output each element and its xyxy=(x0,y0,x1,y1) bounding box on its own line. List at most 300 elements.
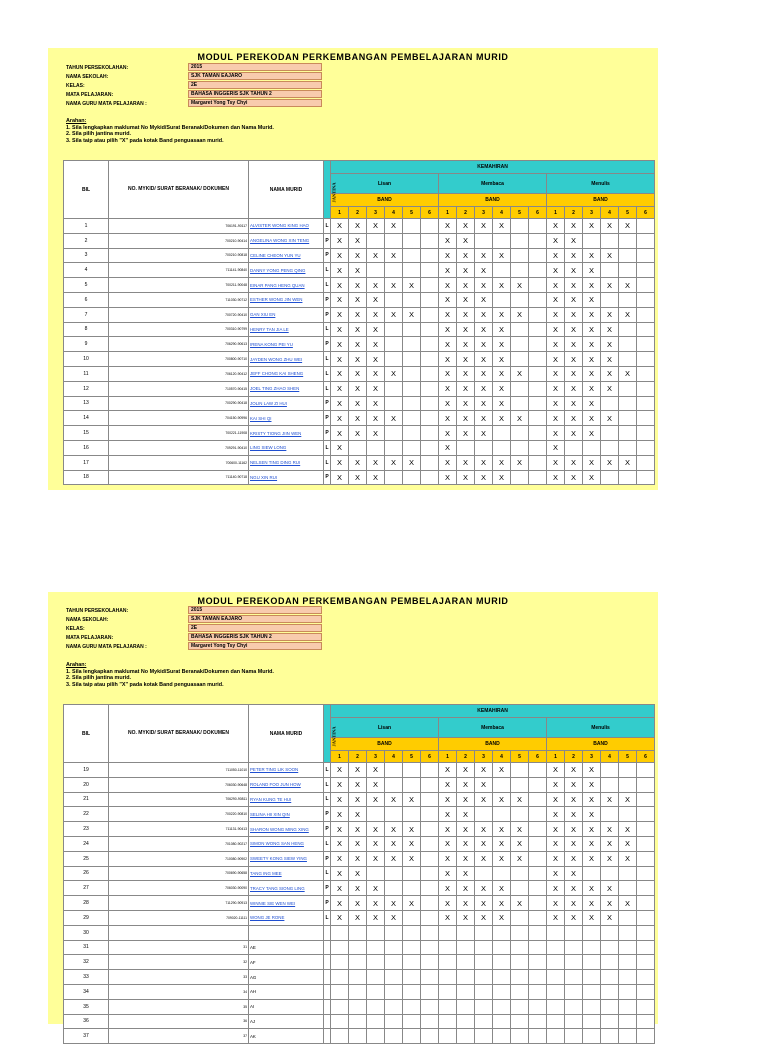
row-jantina[interactable]: P xyxy=(324,292,331,307)
band-cell-menulis[interactable] xyxy=(619,807,637,822)
band-cell-membaca[interactable]: X xyxy=(439,263,457,278)
band-cell-membaca[interactable] xyxy=(493,955,511,970)
band-cell-lisan[interactable] xyxy=(421,1029,439,1044)
band-cell-menulis[interactable] xyxy=(637,866,655,881)
band-cell-membaca[interactable]: X xyxy=(511,896,529,911)
band-cell-membaca[interactable] xyxy=(475,233,493,248)
band-cell-membaca[interactable]: X xyxy=(439,440,457,455)
row-nomykid[interactable]: 709020-11111 xyxy=(109,910,249,925)
band-cell-menulis[interactable]: X xyxy=(601,352,619,367)
band-cell-lisan[interactable] xyxy=(385,396,403,411)
row-nomykid[interactable]: 706030-90090 xyxy=(109,881,249,896)
band-cell-lisan[interactable] xyxy=(421,278,439,293)
band-cell-lisan[interactable]: X xyxy=(331,910,349,925)
band-cell-menulis[interactable]: X xyxy=(601,792,619,807)
band-cell-menulis[interactable]: X xyxy=(601,896,619,911)
band-cell-membaca[interactable]: X xyxy=(457,337,475,352)
band-cell-menulis[interactable] xyxy=(619,470,637,485)
band-cell-menulis[interactable]: X xyxy=(565,263,583,278)
band-cell-membaca[interactable]: X xyxy=(457,851,475,866)
band-cell-menulis[interactable] xyxy=(583,955,601,970)
band-cell-membaca[interactable] xyxy=(529,881,547,896)
row-nomykid[interactable]: 34 xyxy=(109,984,249,999)
band-cell-membaca[interactable]: X xyxy=(475,381,493,396)
band-cell-menulis[interactable] xyxy=(637,322,655,337)
band-cell-menulis[interactable]: X xyxy=(583,792,601,807)
band-cell-lisan[interactable]: X xyxy=(367,322,385,337)
band-cell-lisan[interactable]: X xyxy=(349,248,367,263)
row-jantina[interactable] xyxy=(324,940,331,955)
band-cell-menulis[interactable] xyxy=(583,940,601,955)
band-cell-membaca[interactable]: X xyxy=(439,396,457,411)
band-cell-lisan[interactable]: X xyxy=(349,792,367,807)
band-cell-menulis[interactable] xyxy=(637,352,655,367)
row-jantina[interactable]: L xyxy=(324,910,331,925)
band-cell-menulis[interactable] xyxy=(637,836,655,851)
band-cell-menulis[interactable] xyxy=(637,910,655,925)
band-cell-menulis[interactable] xyxy=(637,999,655,1014)
band-cell-menulis[interactable] xyxy=(601,470,619,485)
band-cell-lisan[interactable] xyxy=(331,970,349,985)
band-cell-menulis[interactable]: X xyxy=(547,807,565,822)
row-nomykid[interactable]: 710570-90415 xyxy=(109,381,249,396)
band-cell-lisan[interactable] xyxy=(403,940,421,955)
band-cell-membaca[interactable] xyxy=(511,807,529,822)
band-cell-lisan[interactable] xyxy=(385,440,403,455)
band-cell-lisan[interactable] xyxy=(421,925,439,940)
band-cell-membaca[interactable]: X xyxy=(439,792,457,807)
band-cell-menulis[interactable] xyxy=(547,955,565,970)
band-cell-menulis[interactable]: X xyxy=(583,263,601,278)
band-cell-lisan[interactable]: X xyxy=(403,836,421,851)
band-cell-menulis[interactable]: X xyxy=(565,470,583,485)
band-cell-menulis[interactable] xyxy=(619,1029,637,1044)
band-cell-menulis[interactable]: X xyxy=(583,910,601,925)
band-cell-lisan[interactable]: X xyxy=(349,881,367,896)
row-nomykid[interactable]: 700220-90810 xyxy=(109,807,249,822)
row-nomykid[interactable]: 706030-90648 xyxy=(109,777,249,792)
band-cell-lisan[interactable] xyxy=(421,411,439,426)
band-cell-lisan[interactable] xyxy=(385,381,403,396)
band-cell-membaca[interactable] xyxy=(529,440,547,455)
row-jantina[interactable] xyxy=(324,1029,331,1044)
row-nomykid[interactable]: 700210-90818 xyxy=(109,248,249,263)
band-cell-membaca[interactable]: X xyxy=(511,822,529,837)
band-cell-lisan[interactable] xyxy=(421,940,439,955)
band-cell-menulis[interactable]: X xyxy=(565,910,583,925)
band-cell-lisan[interactable] xyxy=(403,881,421,896)
band-cell-membaca[interactable]: X xyxy=(439,366,457,381)
band-cell-menulis[interactable]: X xyxy=(583,851,601,866)
band-cell-menulis[interactable] xyxy=(619,970,637,985)
band-cell-lisan[interactable] xyxy=(403,910,421,925)
row-jantina[interactable]: P xyxy=(324,881,331,896)
band-cell-menulis[interactable] xyxy=(601,999,619,1014)
band-cell-membaca[interactable]: X xyxy=(475,396,493,411)
band-cell-lisan[interactable]: X xyxy=(349,278,367,293)
band-cell-menulis[interactable]: X xyxy=(565,322,583,337)
band-cell-menulis[interactable] xyxy=(601,940,619,955)
row-student-name[interactable]: WONG JE RONE xyxy=(249,910,324,925)
band-cell-membaca[interactable]: X xyxy=(439,777,457,792)
band-cell-menulis[interactable]: X xyxy=(583,455,601,470)
row-jantina[interactable]: P xyxy=(324,248,331,263)
band-cell-lisan[interactable] xyxy=(421,366,439,381)
band-cell-membaca[interactable] xyxy=(529,777,547,792)
band-cell-menulis[interactable]: X xyxy=(547,851,565,866)
band-cell-menulis[interactable]: X xyxy=(583,352,601,367)
band-cell-menulis[interactable]: X xyxy=(565,455,583,470)
info-value-subject[interactable]: BAHASA INGGERIS SJK TAHUN 2 xyxy=(188,90,322,98)
band-cell-lisan[interactable]: X xyxy=(385,896,403,911)
row-jantina[interactable]: P xyxy=(324,896,331,911)
band-cell-menulis[interactable] xyxy=(565,955,583,970)
band-cell-menulis[interactable] xyxy=(565,999,583,1014)
band-cell-membaca[interactable]: X xyxy=(439,807,457,822)
band-cell-menulis[interactable] xyxy=(619,999,637,1014)
band-cell-lisan[interactable]: X xyxy=(367,381,385,396)
band-cell-membaca[interactable]: X xyxy=(511,278,529,293)
band-cell-lisan[interactable] xyxy=(403,925,421,940)
band-cell-membaca[interactable] xyxy=(439,970,457,985)
row-student-name[interactable]: KRISTY TIONG JIIN WEN xyxy=(249,426,324,441)
band-cell-lisan[interactable]: X xyxy=(367,337,385,352)
band-cell-membaca[interactable]: X xyxy=(457,248,475,263)
band-cell-menulis[interactable]: X xyxy=(547,278,565,293)
band-cell-membaca[interactable] xyxy=(529,337,547,352)
band-cell-menulis[interactable]: X xyxy=(547,411,565,426)
row-student-name[interactable] xyxy=(249,925,324,940)
band-cell-menulis[interactable] xyxy=(601,292,619,307)
band-cell-membaca[interactable] xyxy=(511,910,529,925)
band-cell-lisan[interactable] xyxy=(421,866,439,881)
row-jantina[interactable]: P xyxy=(324,337,331,352)
band-cell-lisan[interactable] xyxy=(421,470,439,485)
row-jantina[interactable]: L xyxy=(324,219,331,234)
band-cell-lisan[interactable]: X xyxy=(331,807,349,822)
band-cell-lisan[interactable]: X xyxy=(385,219,403,234)
band-cell-menulis[interactable] xyxy=(547,1014,565,1029)
band-cell-menulis[interactable]: X xyxy=(565,219,583,234)
band-cell-membaca[interactable]: X xyxy=(475,352,493,367)
band-cell-menulis[interactable]: X xyxy=(565,896,583,911)
row-nomykid[interactable]: 37 xyxy=(109,1029,249,1044)
band-cell-lisan[interactable] xyxy=(385,999,403,1014)
band-cell-lisan[interactable]: X xyxy=(331,248,349,263)
band-cell-lisan[interactable] xyxy=(421,836,439,851)
band-cell-lisan[interactable]: X xyxy=(349,763,367,778)
band-cell-membaca[interactable]: X xyxy=(439,411,457,426)
band-cell-menulis[interactable]: X xyxy=(547,337,565,352)
band-cell-menulis[interactable]: X xyxy=(583,896,601,911)
band-cell-membaca[interactable] xyxy=(511,396,529,411)
row-student-name[interactable]: JEFF CHONG KAI SHENG xyxy=(249,366,324,381)
band-cell-menulis[interactable] xyxy=(637,381,655,396)
band-cell-membaca[interactable] xyxy=(529,792,547,807)
row-nomykid[interactable]: 701080-90217 xyxy=(109,836,249,851)
band-cell-membaca[interactable] xyxy=(529,278,547,293)
band-cell-menulis[interactable] xyxy=(601,807,619,822)
band-cell-membaca[interactable]: X xyxy=(457,470,475,485)
row-jantina[interactable] xyxy=(324,955,331,970)
band-cell-lisan[interactable] xyxy=(421,219,439,234)
band-cell-lisan[interactable]: X xyxy=(367,896,385,911)
band-cell-lisan[interactable]: X xyxy=(367,822,385,837)
band-cell-menulis[interactable] xyxy=(619,984,637,999)
band-cell-menulis[interactable] xyxy=(601,396,619,411)
band-cell-membaca[interactable] xyxy=(511,322,529,337)
band-cell-lisan[interactable] xyxy=(421,970,439,985)
band-cell-membaca[interactable] xyxy=(493,807,511,822)
band-cell-lisan[interactable]: X xyxy=(349,455,367,470)
band-cell-membaca[interactable]: X xyxy=(475,219,493,234)
band-cell-lisan[interactable] xyxy=(385,777,403,792)
band-cell-membaca[interactable]: X xyxy=(475,881,493,896)
band-cell-membaca[interactable]: X xyxy=(511,307,529,322)
band-cell-lisan[interactable]: X xyxy=(367,278,385,293)
band-cell-membaca[interactable] xyxy=(439,1014,457,1029)
band-cell-menulis[interactable]: X xyxy=(565,381,583,396)
band-cell-lisan[interactable]: X xyxy=(331,366,349,381)
band-cell-membaca[interactable]: X xyxy=(511,792,529,807)
row-jantina[interactable]: L xyxy=(324,263,331,278)
band-cell-membaca[interactable] xyxy=(439,955,457,970)
band-cell-menulis[interactable] xyxy=(637,426,655,441)
band-cell-lisan[interactable]: X xyxy=(385,836,403,851)
band-cell-lisan[interactable]: X xyxy=(349,777,367,792)
band-cell-lisan[interactable]: X xyxy=(349,807,367,822)
band-cell-lisan[interactable] xyxy=(421,910,439,925)
row-student-name[interactable]: AF xyxy=(249,955,324,970)
band-cell-menulis[interactable]: X xyxy=(547,896,565,911)
band-cell-lisan[interactable] xyxy=(403,263,421,278)
band-cell-lisan[interactable] xyxy=(403,807,421,822)
band-cell-membaca[interactable]: X xyxy=(475,426,493,441)
row-jantina[interactable] xyxy=(324,1014,331,1029)
band-cell-lisan[interactable] xyxy=(331,984,349,999)
band-cell-membaca[interactable]: X xyxy=(457,455,475,470)
row-student-name[interactable]: JOEL TING ZHAO SHEN xyxy=(249,381,324,396)
row-student-name[interactable]: ANGELINA WONG XIN TENG xyxy=(249,233,324,248)
info-value-year[interactable]: 2015 xyxy=(188,606,322,614)
band-cell-menulis[interactable] xyxy=(619,381,637,396)
band-cell-lisan[interactable] xyxy=(367,940,385,955)
band-cell-lisan[interactable]: X xyxy=(331,763,349,778)
row-student-name[interactable]: CELINE CHEON YUN YU xyxy=(249,248,324,263)
band-cell-membaca[interactable] xyxy=(511,337,529,352)
row-nomykid[interactable]: 700221-11908 xyxy=(109,426,249,441)
band-cell-membaca[interactable]: X xyxy=(457,763,475,778)
band-cell-lisan[interactable] xyxy=(349,999,367,1014)
row-jantina[interactable] xyxy=(324,984,331,999)
band-cell-membaca[interactable]: X xyxy=(493,248,511,263)
band-cell-membaca[interactable] xyxy=(493,263,511,278)
band-cell-lisan[interactable]: X xyxy=(349,219,367,234)
band-cell-membaca[interactable] xyxy=(529,352,547,367)
band-cell-membaca[interactable] xyxy=(529,955,547,970)
row-nomykid[interactable]: 711290-90913 xyxy=(109,896,249,911)
row-student-name[interactable]: AK xyxy=(249,1029,324,1044)
band-cell-membaca[interactable] xyxy=(457,999,475,1014)
band-cell-menulis[interactable]: X xyxy=(547,866,565,881)
band-cell-lisan[interactable] xyxy=(421,984,439,999)
band-cell-lisan[interactable] xyxy=(403,292,421,307)
band-cell-membaca[interactable] xyxy=(529,910,547,925)
band-cell-membaca[interactable]: X xyxy=(493,763,511,778)
band-cell-menulis[interactable] xyxy=(637,881,655,896)
band-cell-lisan[interactable] xyxy=(403,396,421,411)
band-cell-menulis[interactable]: X xyxy=(565,866,583,881)
band-cell-menulis[interactable] xyxy=(637,455,655,470)
row-nomykid[interactable] xyxy=(109,925,249,940)
band-cell-menulis[interactable] xyxy=(601,263,619,278)
band-cell-menulis[interactable]: X xyxy=(565,307,583,322)
band-cell-menulis[interactable] xyxy=(565,1014,583,1029)
band-cell-lisan[interactable]: X xyxy=(403,455,421,470)
band-cell-lisan[interactable]: X xyxy=(349,337,367,352)
band-cell-menulis[interactable]: X xyxy=(547,233,565,248)
band-cell-menulis[interactable] xyxy=(619,426,637,441)
row-student-name[interactable]: NGU XIN RUI xyxy=(249,470,324,485)
band-cell-menulis[interactable] xyxy=(637,792,655,807)
band-cell-menulis[interactable] xyxy=(547,984,565,999)
band-cell-lisan[interactable]: X xyxy=(331,851,349,866)
row-student-name[interactable]: JAYDEN WONG ZHU WEI xyxy=(249,352,324,367)
band-cell-lisan[interactable]: X xyxy=(385,248,403,263)
band-cell-menulis[interactable]: X xyxy=(565,777,583,792)
row-nomykid[interactable]: 706120-90412 xyxy=(109,366,249,381)
band-cell-membaca[interactable] xyxy=(439,925,457,940)
band-cell-menulis[interactable]: X xyxy=(583,763,601,778)
band-cell-lisan[interactable] xyxy=(403,219,421,234)
band-cell-membaca[interactable]: X xyxy=(475,836,493,851)
row-jantina[interactable]: P xyxy=(324,307,331,322)
band-cell-membaca[interactable]: X xyxy=(493,836,511,851)
row-jantina[interactable]: L xyxy=(324,366,331,381)
band-cell-menulis[interactable]: X xyxy=(601,910,619,925)
info-value-subject[interactable]: BAHASA INGGERIS SJK TAHUN 2 xyxy=(188,633,322,641)
row-student-name[interactable]: AH xyxy=(249,984,324,999)
band-cell-lisan[interactable] xyxy=(403,984,421,999)
band-cell-lisan[interactable] xyxy=(331,925,349,940)
row-jantina[interactable]: L xyxy=(324,352,331,367)
band-cell-membaca[interactable] xyxy=(475,1029,493,1044)
band-cell-lisan[interactable]: X xyxy=(331,426,349,441)
band-cell-lisan[interactable] xyxy=(385,470,403,485)
band-cell-menulis[interactable]: X xyxy=(565,352,583,367)
band-cell-menulis[interactable]: X xyxy=(601,219,619,234)
band-cell-membaca[interactable] xyxy=(457,970,475,985)
band-cell-lisan[interactable]: X xyxy=(367,910,385,925)
row-nomykid[interactable]: 710080-90902 xyxy=(109,851,249,866)
row-jantina[interactable]: L xyxy=(324,440,331,455)
band-cell-lisan[interactable]: X xyxy=(367,792,385,807)
band-cell-membaca[interactable] xyxy=(511,881,529,896)
band-cell-lisan[interactable] xyxy=(421,955,439,970)
band-cell-menulis[interactable] xyxy=(619,322,637,337)
row-student-name[interactable]: NELSEN TING DING RUI xyxy=(249,455,324,470)
band-cell-menulis[interactable] xyxy=(619,1014,637,1029)
band-cell-menulis[interactable]: X xyxy=(601,278,619,293)
band-cell-membaca[interactable]: X xyxy=(439,352,457,367)
band-cell-lisan[interactable] xyxy=(403,1014,421,1029)
band-cell-lisan[interactable] xyxy=(421,792,439,807)
row-student-name[interactable]: RYAN KUNG TE HUI xyxy=(249,792,324,807)
band-cell-lisan[interactable]: X xyxy=(349,910,367,925)
band-cell-menulis[interactable]: X xyxy=(583,822,601,837)
band-cell-membaca[interactable] xyxy=(511,233,529,248)
band-cell-membaca[interactable]: X xyxy=(493,896,511,911)
band-cell-lisan[interactable] xyxy=(421,896,439,911)
band-cell-menulis[interactable] xyxy=(547,970,565,985)
band-cell-menulis[interactable]: X xyxy=(565,426,583,441)
band-cell-lisan[interactable] xyxy=(421,1014,439,1029)
band-cell-membaca[interactable]: X xyxy=(475,851,493,866)
band-cell-menulis[interactable] xyxy=(565,940,583,955)
row-jantina[interactable]: L xyxy=(324,777,331,792)
band-cell-membaca[interactable] xyxy=(457,1014,475,1029)
band-cell-menulis[interactable] xyxy=(619,910,637,925)
row-jantina[interactable]: L xyxy=(324,381,331,396)
band-cell-lisan[interactable]: X xyxy=(349,822,367,837)
band-cell-membaca[interactable] xyxy=(529,940,547,955)
band-cell-menulis[interactable]: X xyxy=(547,352,565,367)
band-cell-menulis[interactable] xyxy=(601,925,619,940)
band-cell-membaca[interactable] xyxy=(529,807,547,822)
band-cell-lisan[interactable]: X xyxy=(367,836,385,851)
band-cell-menulis[interactable] xyxy=(583,440,601,455)
band-cell-membaca[interactable]: X xyxy=(457,822,475,837)
band-cell-membaca[interactable]: X xyxy=(493,792,511,807)
band-cell-lisan[interactable] xyxy=(421,396,439,411)
band-cell-lisan[interactable] xyxy=(367,955,385,970)
band-cell-membaca[interactable]: X xyxy=(475,763,493,778)
band-cell-membaca[interactable]: X xyxy=(493,396,511,411)
band-cell-menulis[interactable]: X xyxy=(547,836,565,851)
band-cell-lisan[interactable] xyxy=(421,851,439,866)
band-cell-membaca[interactable] xyxy=(493,1014,511,1029)
band-cell-lisan[interactable] xyxy=(385,940,403,955)
band-cell-lisan[interactable] xyxy=(421,381,439,396)
band-cell-menulis[interactable]: X xyxy=(601,836,619,851)
band-cell-lisan[interactable] xyxy=(349,984,367,999)
band-cell-menulis[interactable]: X xyxy=(565,851,583,866)
band-cell-membaca[interactable]: X xyxy=(511,411,529,426)
band-cell-membaca[interactable] xyxy=(493,970,511,985)
band-cell-lisan[interactable]: X xyxy=(331,792,349,807)
band-cell-lisan[interactable]: X xyxy=(385,822,403,837)
band-cell-membaca[interactable] xyxy=(529,426,547,441)
band-cell-menulis[interactable]: X xyxy=(601,248,619,263)
row-jantina[interactable]: P xyxy=(324,851,331,866)
band-cell-membaca[interactable]: X xyxy=(439,278,457,293)
band-cell-menulis[interactable]: X xyxy=(547,881,565,896)
band-cell-membaca[interactable]: X xyxy=(439,866,457,881)
band-cell-membaca[interactable]: X xyxy=(457,426,475,441)
band-cell-menulis[interactable] xyxy=(637,807,655,822)
band-cell-menulis[interactable]: X xyxy=(565,822,583,837)
row-student-name[interactable]: AG xyxy=(249,970,324,985)
band-cell-lisan[interactable]: X xyxy=(367,851,385,866)
band-cell-menulis[interactable]: X xyxy=(547,366,565,381)
band-cell-membaca[interactable] xyxy=(439,940,457,955)
band-cell-menulis[interactable] xyxy=(619,292,637,307)
band-cell-membaca[interactable] xyxy=(529,307,547,322)
band-cell-lisan[interactable]: X xyxy=(367,219,385,234)
band-cell-lisan[interactable] xyxy=(385,1014,403,1029)
band-cell-menulis[interactable]: X xyxy=(565,292,583,307)
band-cell-membaca[interactable]: X xyxy=(457,322,475,337)
